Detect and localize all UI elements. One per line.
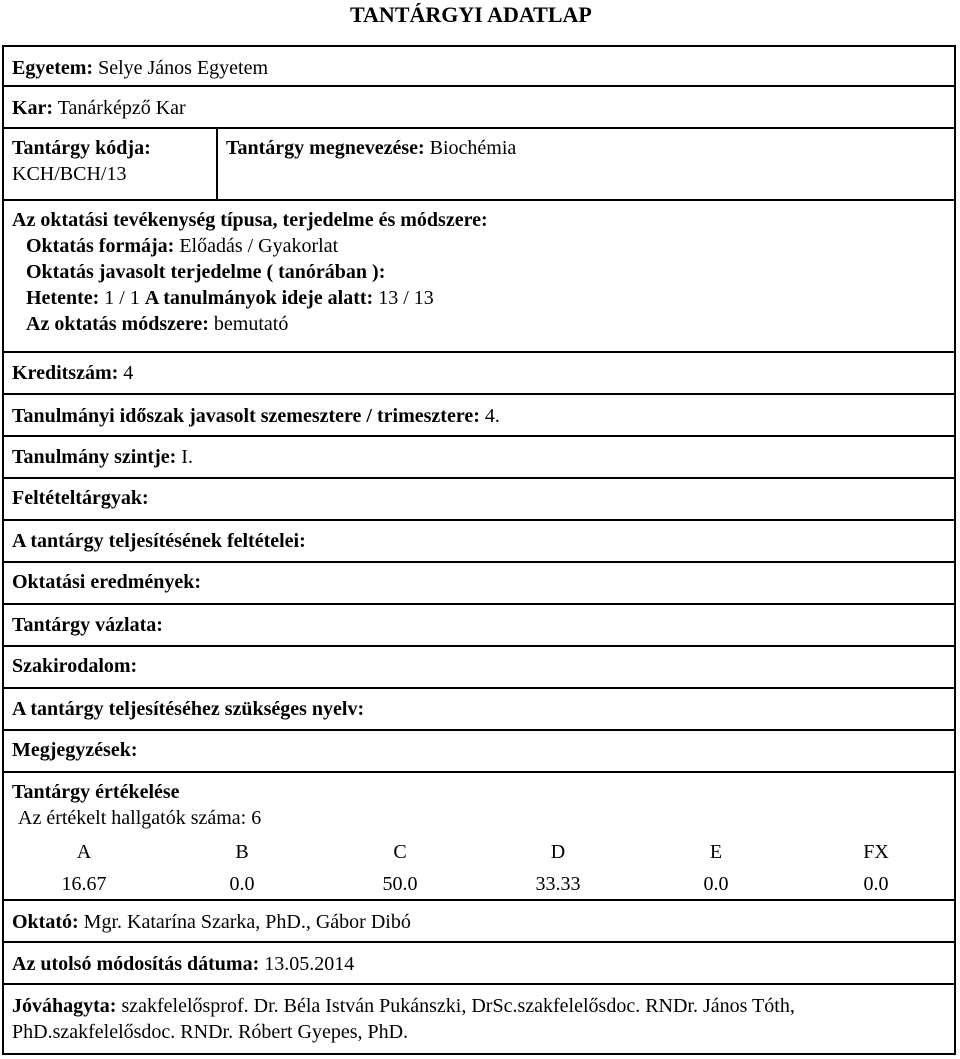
teaching-scope-heading: Oktatás javasolt terjedelme ( tanórában ):: [26, 261, 386, 283]
language-label: A tantárgy teljesítéséhez szükséges nyelv:: [12, 698, 365, 720]
conditions-label: A tantárgy teljesítésének feltételei:: [12, 530, 306, 552]
university-row: [4, 47, 954, 87]
semester-label: Tanulmányi időszak javasolt szemesztere / trimesztere:: [12, 405, 480, 427]
semester-row: [4, 395, 954, 437]
faculty-value: Tanárképző Kar: [57, 97, 186, 119]
semester-value: 4.: [484, 405, 500, 427]
faculty-label: Kar:: [12, 97, 54, 119]
teaching-method-label: Az oktatás módszere:: [26, 313, 209, 335]
prerequisites-label: Feltételtárgyak:: [12, 487, 149, 509]
grade-value: 0.0: [703, 873, 729, 895]
outline-label: Tantárgy vázlata:: [12, 614, 163, 636]
grade-header-row: [4, 837, 954, 867]
faculty-row: [4, 87, 954, 129]
last-modified-row: [4, 943, 954, 985]
grade-header: C: [393, 841, 407, 863]
outcomes-label: Oktatási eredmények:: [12, 571, 202, 593]
document-title: TANTÁRGYI ADATLAP: [350, 2, 592, 27]
literature-label: Szakirodalom:: [12, 655, 138, 677]
evaluated-count-value: 6: [251, 807, 262, 829]
notes-label: Megjegyzések:: [12, 739, 138, 761]
lecturer-value: Mgr. Katarína Szarka, PhD., Gábor Dibó: [83, 911, 411, 933]
teaching-form-label: Oktatás formája:: [26, 235, 175, 257]
grade-header: A: [76, 841, 92, 863]
course-code-label: Tantárgy kódja:: [12, 137, 151, 159]
university-label: Egyetem:: [12, 57, 94, 79]
credits-row: [4, 353, 954, 395]
grade-value: 33.33: [535, 873, 581, 895]
notes-row: [4, 731, 954, 773]
approved-line-2: PhD.szakfelelősdoc. RNDr. Róbert Gyepes, PhD.: [12, 1021, 409, 1043]
course-name-value: Biochémia: [429, 137, 517, 159]
level-row: [4, 437, 954, 479]
conditions-row: [4, 521, 954, 563]
weekly-value: 1 / 1: [104, 287, 140, 309]
grade-header: FX: [863, 841, 889, 863]
credits-value: 4: [123, 362, 134, 384]
evaluated-count-label: Az értékelt hallgatók száma:: [18, 807, 247, 829]
approved-label: Jóváhagyta:: [12, 995, 117, 1017]
course-datasheet: [2, 45, 956, 1055]
course-name-label: Tantárgy megnevezése:: [226, 137, 425, 159]
grade-header: E: [709, 841, 723, 863]
grade-header: D: [550, 841, 566, 863]
weekly-label: Hetente:: [26, 287, 100, 309]
grade-value: 0.0: [863, 873, 889, 895]
teaching-heading: Az oktatási tevékenység típusa, terjedelme és módszere:: [12, 209, 488, 231]
last-modified-value: 13.05.2014: [264, 953, 355, 975]
level-label: Tanulmány szintje:: [12, 446, 177, 468]
evaluation-section: [4, 773, 954, 901]
grade-header: B: [235, 841, 249, 863]
lecturer-label: Oktató:: [12, 911, 79, 933]
lecturer-row: [4, 901, 954, 943]
grade-value: 0.0: [229, 873, 255, 895]
grade-value-row: [4, 869, 954, 899]
approved-row: [4, 985, 954, 1053]
outcomes-row: [4, 563, 954, 605]
total-value: 13 / 13: [378, 287, 434, 309]
teaching-section: [4, 201, 954, 353]
last-modified-label: Az utolsó módosítás dátuma:: [12, 953, 260, 975]
course-row: [4, 129, 954, 201]
total-label: A tanulmányok ideje alatt:: [144, 287, 374, 309]
teaching-form-value: Előadás / Gyakorlat: [179, 235, 339, 257]
evaluation-heading: Tantárgy értékelése: [12, 781, 180, 803]
level-value: I.: [181, 446, 193, 468]
credits-label: Kreditszám:: [12, 362, 119, 384]
teaching-method-value: bemutató: [213, 313, 289, 335]
university-value: Selye János Egyetem: [98, 57, 269, 79]
prerequisites-row: [4, 479, 954, 521]
grade-value: 16.67: [61, 873, 107, 895]
grade-value: 50.0: [382, 873, 418, 895]
course-code-value: KCH/BCH/13: [12, 163, 127, 185]
course-divider: [216, 129, 218, 199]
language-row: [4, 689, 954, 731]
outline-row: [4, 605, 954, 647]
approved-line-1: szakfelelősprof. Dr. Béla István Pukánszki, DrSc.szakfelelősdoc. RNDr. János Tóth,: [121, 995, 795, 1017]
literature-row: [4, 647, 954, 689]
